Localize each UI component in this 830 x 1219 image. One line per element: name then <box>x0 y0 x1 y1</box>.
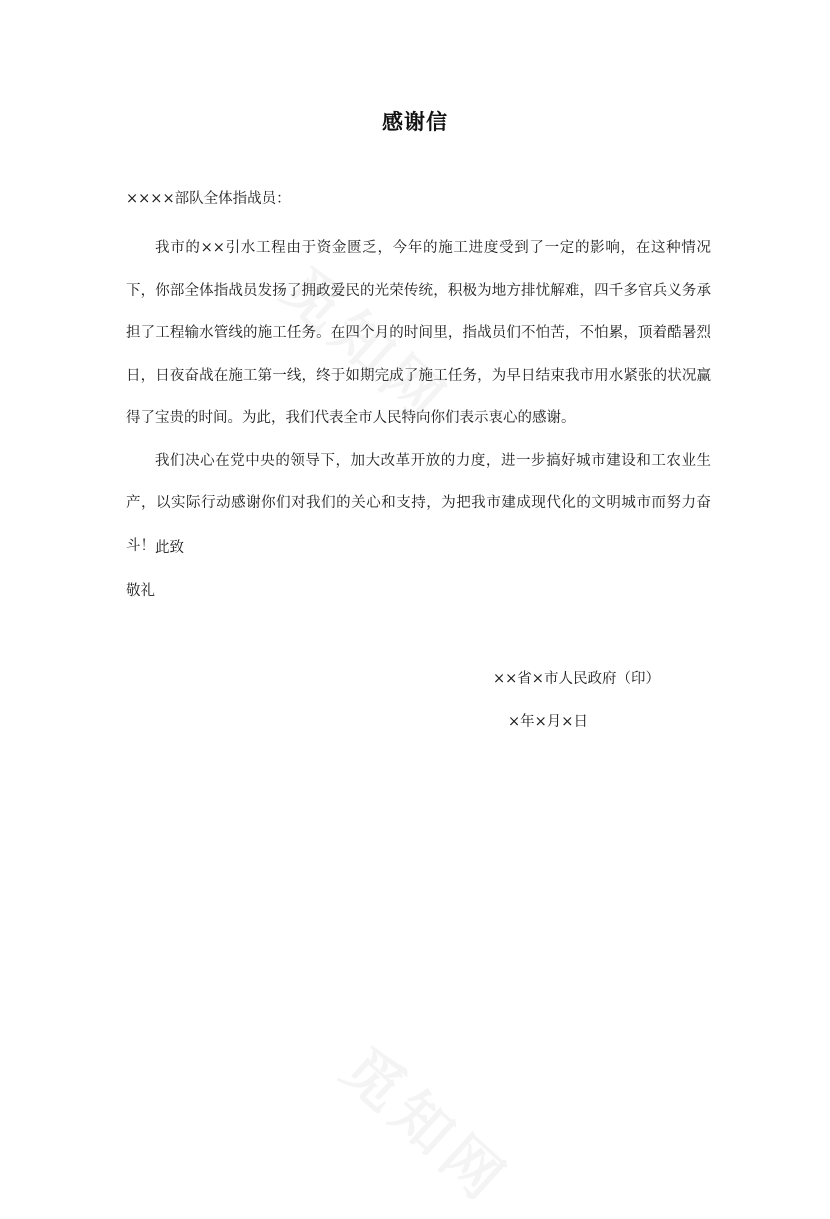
signature-date: ×年×月×日 <box>508 714 588 730</box>
closing-phrase: 此致 <box>155 540 184 556</box>
signature-organization: ××省×市人民政府（印） <box>493 671 660 687</box>
watermark <box>327 1025 530 1219</box>
body-paragraph: 我们决心在党中央的领导下，加大改革开放的力度，进一步搞好城市建设和工农业生产，以实际行动感谢你们对我们的关心和支持，为把我市建成现代化的文明城市而努力奋斗！ <box>126 452 711 554</box>
letter-title: 感谢信 <box>382 110 448 134</box>
letter-body <box>126 227 711 567</box>
letter-salutation: ××××部队全体指战员： <box>126 191 291 207</box>
body-paragraph: 我市的××引水工程由于资金匮乏，今年的施工进度受到了一定的影响，在这种情况下，你部全体指战员发扬了拥政爱民的光荣传统，积极为地方排忧解难，四千多官兵义务承担了工程输水管线的施工任务。在四个月的时间里，指战员们不怕苦，不怕累，顶着酷暑烈日，日夜奋战在施工第一线，终于如期完成了施工任务，为早日结束我市用水紧张的状况赢得了宝贵的时间。为此，我们代表全市人民特向你们表示衷心的感谢。 <box>126 240 711 426</box>
closing-salute: 敬礼 <box>126 583 155 599</box>
